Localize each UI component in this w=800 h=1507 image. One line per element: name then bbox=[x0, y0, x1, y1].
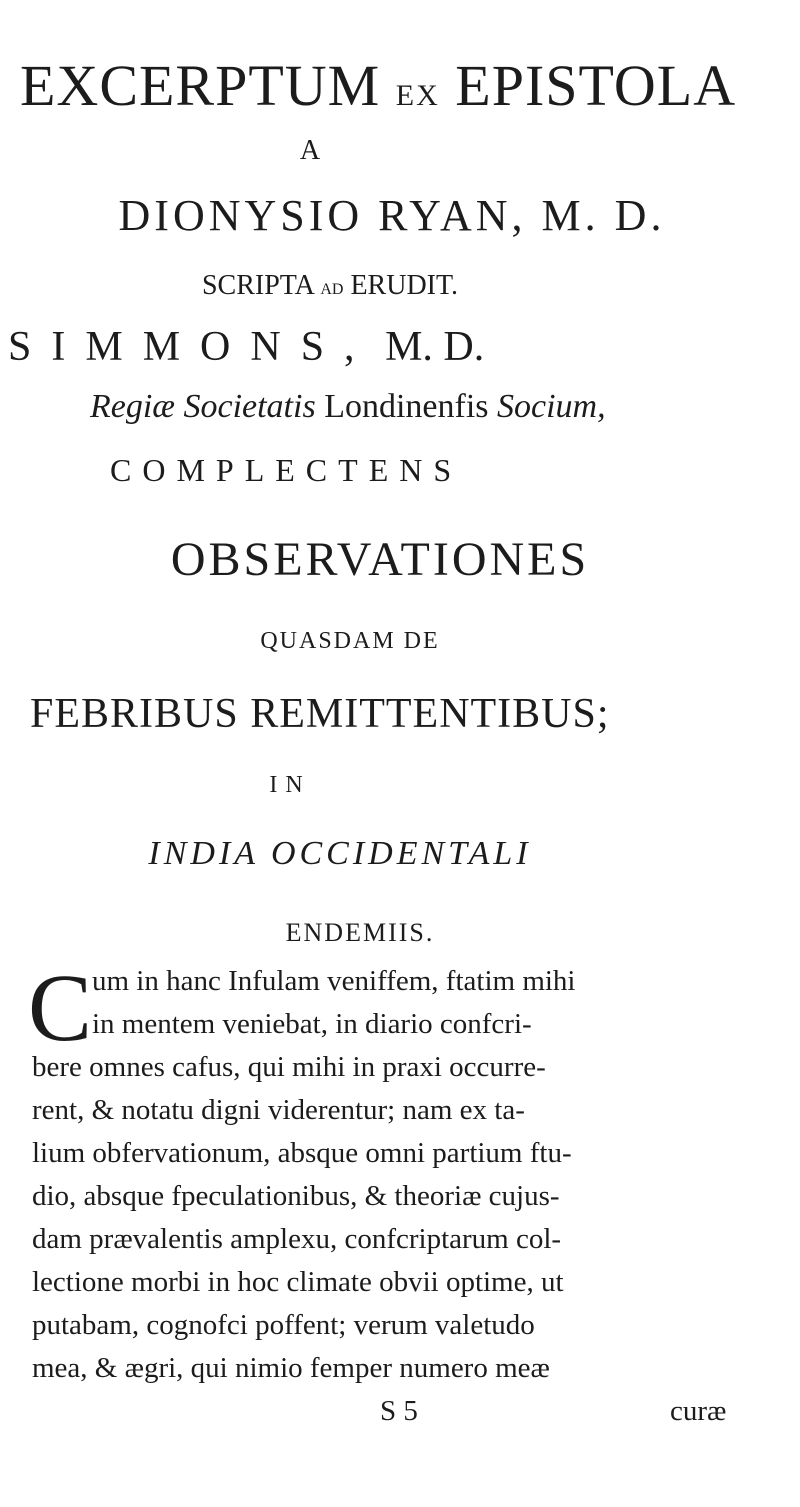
signature-mark: S 5 bbox=[380, 1395, 418, 1427]
body-line: lectione morbi in hoc climate obvii optime, ut bbox=[32, 1266, 564, 1298]
body-line: bere omnes cafus, qui mihi in praxi occurre- bbox=[32, 1051, 546, 1083]
heading-febribus: FEBRIBUS REMITTENTIBUS; bbox=[30, 691, 610, 737]
heading-simmons bbox=[8, 323, 708, 371]
body-line: rent, & notatu digni viderentur; nam ex ta- bbox=[32, 1094, 525, 1126]
drop-cap: C bbox=[28, 954, 93, 1061]
body-line: in mentem veniebat, in diario confcri- bbox=[92, 1008, 532, 1040]
heading-india: INDIA OCCIDENTALI bbox=[148, 835, 532, 872]
name-simmons: SIMMONS, bbox=[8, 324, 375, 370]
word-regiae: Regiæ bbox=[90, 388, 175, 425]
word-socium: Socium, bbox=[497, 388, 606, 425]
body-line: um in hanc Infulam veniffem, ftatim mihi bbox=[92, 965, 576, 997]
heading-excerptum bbox=[20, 52, 737, 119]
body-line: putabam, cognofci poffent; verum valetudo bbox=[32, 1309, 535, 1341]
catchword: curæ bbox=[670, 1395, 727, 1427]
heading-scripta bbox=[130, 270, 530, 302]
word-societatis: Societatis bbox=[183, 388, 316, 425]
body-line: mea, & ægri, qui nimio femper numero meæ bbox=[32, 1352, 550, 1384]
degree-md: M. D. bbox=[385, 324, 485, 370]
heading-regiae bbox=[90, 388, 710, 426]
heading-quasdam-de: QUASDAM DE bbox=[260, 628, 440, 654]
word-erudit: ERUDIT. bbox=[350, 270, 459, 301]
body-line: lium obfervationum, absque omni partium ftu- bbox=[32, 1137, 572, 1169]
heading-complectens: COMPLECTENS bbox=[110, 452, 463, 488]
word-excerptum: EXCERPTUM bbox=[20, 53, 381, 118]
heading-in: IN bbox=[269, 772, 311, 798]
word-londinensis: Londinenfis bbox=[324, 388, 489, 425]
word-ad: AD bbox=[320, 281, 344, 298]
word-ex: EX bbox=[395, 79, 440, 112]
body-line: dio, absque fpeculationibus, & theoriæ cujus- bbox=[32, 1180, 560, 1212]
body-line: dam prævalentis amplexu, confcriptarum col- bbox=[32, 1223, 562, 1255]
word-epistola: EPISTOLA bbox=[455, 53, 737, 118]
word-scripta: SCRIPTA bbox=[201, 270, 314, 301]
heading-observationes: OBSERVATIONES bbox=[170, 533, 590, 586]
heading-endemiis: ENDEMIIS. bbox=[285, 918, 435, 947]
heading-dionysio: DIONYSIO RYAN, M. D. bbox=[118, 191, 666, 240]
heading-a: A bbox=[299, 135, 321, 166]
